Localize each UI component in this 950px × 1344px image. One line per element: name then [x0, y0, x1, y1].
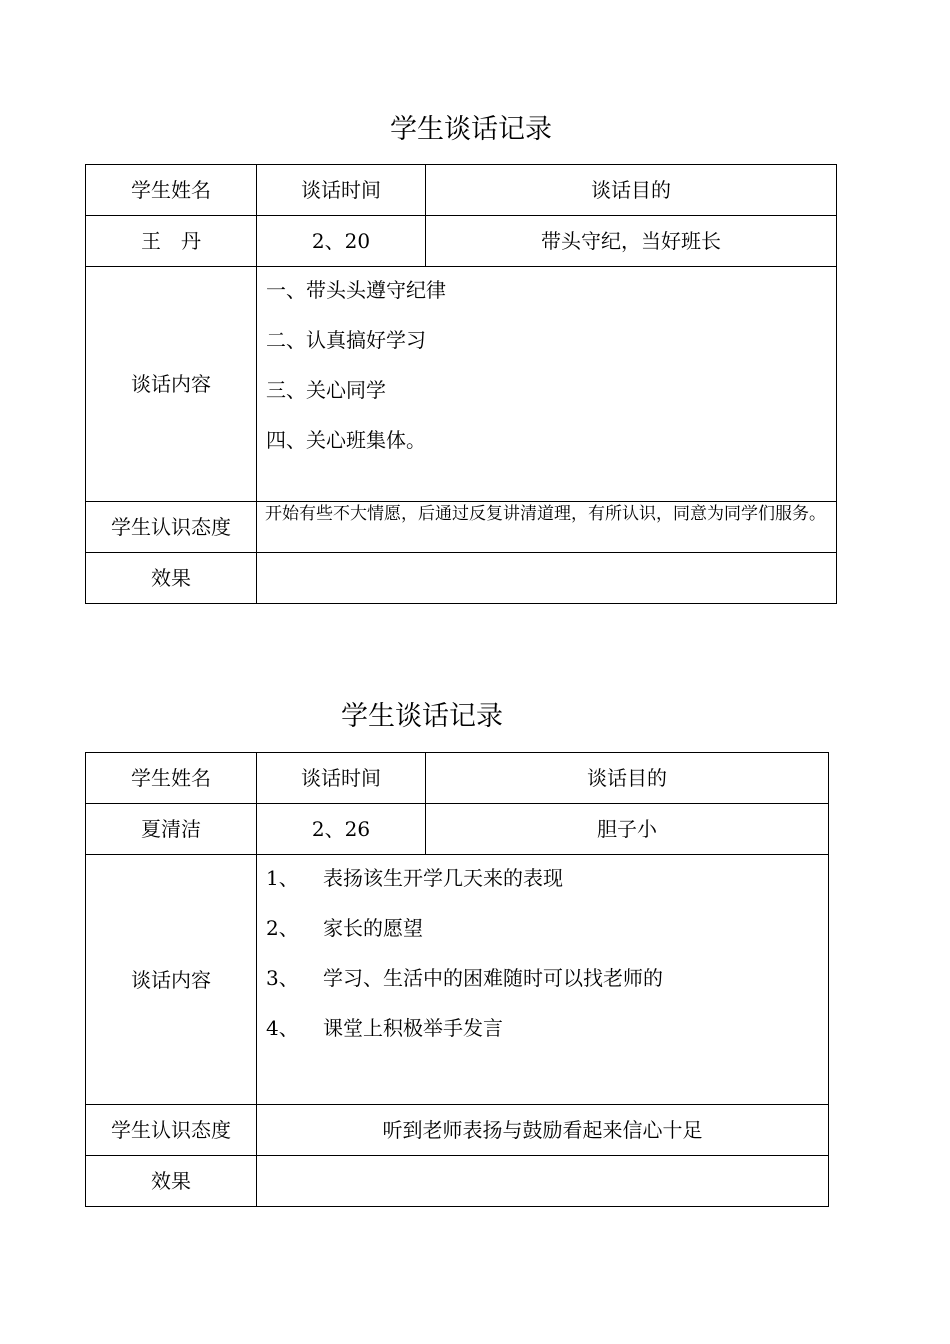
student-name: 夏清洁 [86, 804, 257, 855]
record-1-title: 学生谈话记录 [390, 114, 552, 145]
content-item-number: 1、 [266, 866, 299, 890]
content-item-text: 表扬该生开学几天来的表现 [323, 866, 563, 890]
content-item: 四、关心班集体。 [266, 428, 426, 452]
content-item [266, 965, 828, 1015]
header-talk-time: 谈话时间 [257, 165, 426, 216]
student-attitude: 听到老师表扬与鼓励看起来信心十足 [257, 1105, 829, 1156]
record-2-table [85, 752, 829, 1207]
talk-time: 2、26 [257, 804, 426, 855]
effect-value [257, 553, 837, 604]
content-item [266, 865, 828, 915]
content-item-text: 学习、生活中的困难随时可以找老师的 [323, 966, 663, 990]
effect-label: 效果 [86, 1156, 257, 1207]
content-item-text: 课堂上积极举手发言 [323, 1016, 503, 1040]
content-item-text: 家长的愿望 [323, 916, 423, 940]
header-student-name: 学生姓名 [86, 165, 257, 216]
talk-purpose: 带头守纪，当好班长 [426, 216, 837, 267]
content-item: 一、带头头遵守纪律 [266, 278, 446, 302]
record-2-title: 学生谈话记录 [341, 701, 503, 732]
talk-content [257, 267, 837, 502]
header-student-name: 学生姓名 [86, 753, 257, 804]
content-item-number: 4、 [266, 1016, 299, 1040]
header-talk-time: 谈话时间 [257, 753, 426, 804]
content-item: 三、关心同学 [266, 378, 386, 402]
content-item-number: 2、 [266, 916, 299, 940]
effect-label: 效果 [86, 553, 257, 604]
content-item [266, 1015, 828, 1065]
student-name: 王 丹 [86, 216, 257, 267]
record-1-table [85, 164, 837, 604]
header-talk-purpose: 谈话目的 [426, 753, 829, 804]
attitude-label: 学生认识态度 [86, 502, 257, 553]
effect-value [257, 1156, 829, 1207]
content-item: 二、认真搞好学习 [266, 328, 426, 352]
talk-time: 2、20 [257, 216, 426, 267]
header-talk-purpose: 谈话目的 [426, 165, 837, 216]
talk-purpose: 胆子小 [426, 804, 829, 855]
content-item [266, 915, 828, 965]
talk-content [257, 855, 829, 1105]
attitude-label: 学生认识态度 [86, 1105, 257, 1156]
content-item-number: 3、 [266, 966, 299, 990]
content-label: 谈话内容 [86, 267, 257, 502]
content-label: 谈话内容 [86, 855, 257, 1105]
student-attitude: 开始有些不大情愿，后通过反复讲清道理，有所认识，同意为同学们服务。 [257, 502, 837, 553]
